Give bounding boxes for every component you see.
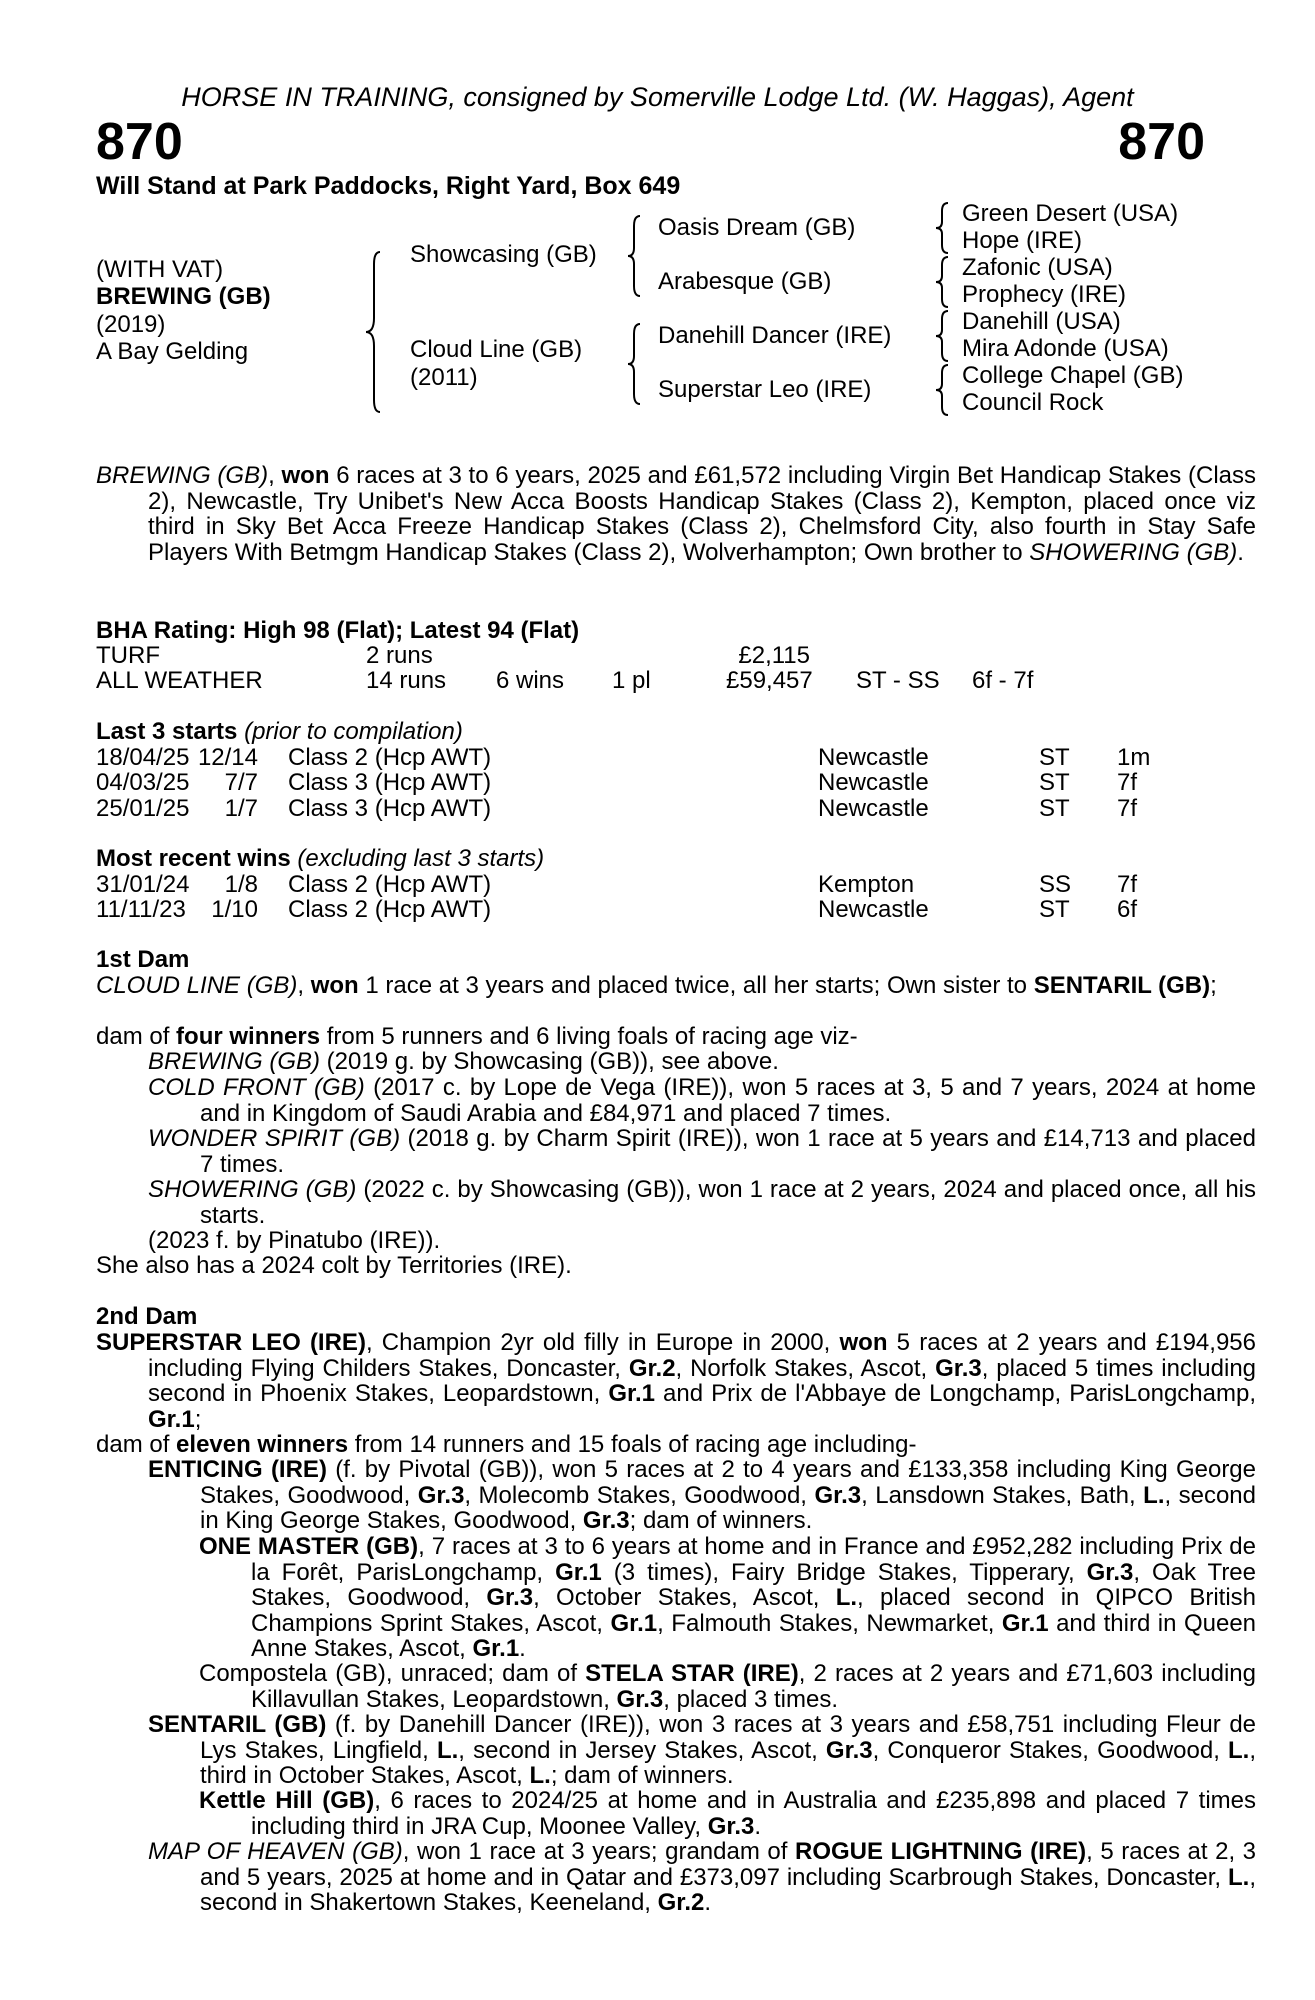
list-item: MAP OF HEAVEN (GB), won 1 race at 3 years; grandam of ROGUE LIGHTNING (IRE), 5 races at 2, 3 and 5 years, 2025 at home and in Qatar and £373,097 including Scarbrough Stakes, Doncaster, L., second in Shakertown Stakes, Keeneland, Gr.2.: [148, 1838, 1257, 1916]
stand-location: Will Stand at Park Paddocks, Right Yard, Box 649: [96, 172, 681, 200]
first-dam-heading: 1st Dam: [96, 946, 190, 973]
horse-year: (2019): [96, 311, 166, 338]
list-item: BREWING (GB) (2019 g. by Showcasing (GB)), see above.: [148, 1048, 779, 1075]
list-item: ONE MASTER (GB), 7 races at 3 to 6 years at home and in France and £952,282 including Prix de la Forêt, ParisLongchamp, Gr.1 (3 times), Fairy Bridge Stakes, Tipperary, Gr.3, Oak Tree Stakes, Goodwood, Gr.3, October Stakes, Ascot, L., placed second in QIPCO British Champions Sprint Stakes, Ascot, Gr.1, Falmouth Stakes, Newmarket, Gr.1 and third in Queen Anne Stakes, Ascot, Gr.1.: [199, 1533, 1257, 1662]
list-item: (2023 f. by Pinatubo (IRE)).: [148, 1227, 441, 1254]
list-item: WONDER SPIRIT (GB) (2018 g. by Charm Spirit (IRE)), won 1 race at 5 years and £14,713 and placed 7 times.: [148, 1125, 1257, 1178]
dam-sire: Danehill Dancer (IRE): [658, 322, 892, 349]
catalogue-page: HORSE IN TRAINING, consigned by Somerville Lodge Ltd. (W. Haggas), Agent 870 870 Will Stand at Park Paddocks, Right Yard, Box 649 (WITH VAT) BREWING (GB) (2019) A Bay Gelding Showcasing (GB) Cloud Line (GB) (2011) Oasis Dream (GB) Arabesque (GB) Danehill Dancer (IRE) Superstar Leo (IRE) Green Desert (USA) Hope (IRE) Zafonic (USA) Prophecy (IRE) Danehill (USA) Mira Adonde (USA) College Chapel (GB) Council Rock BREWING (GB), won 6 races at 3 to 6 years, 2025 and £61,572 including Virgin Bet Handicap Stakes (Class 2), Newcastle, Try Unibet's New Acca Boosts Handicap Stakes (Class 2), Kempton, placed once viz third in Sky Bet Acca Freeze Handicap Stakes (Class 2), Chelmsford City, also fourth in Stay Safe Players With Betmgm Handicap Stakes (Class 2), Wolverhampton; Own brother to SHOWERING (GB). BHA Rating: High 98 (Flat); Latest 94 (Flat) TURF 2 runs £2,115 ALL WEATHER 14 runs 6 wins 1 pl £59,457 ST - SS 6f - 7f Last 3 starts (prior to compilation) 18/04/25 12/14 Class 2 (Hcp AWT) Newcastle ST 1m 04/03/25 7/7 Class 3 (Hcp AWT) Newcastle ST 7f 25/01/25 1/7 Class 3 (Hcp AWT) Newcastle ST 7f Most recent wins (excluding last 3 starts) 31/01/24 1/8 Class 2 (Hcp AWT) Kempton SS 7f 11/11/23 1/10 Class 2 (Hcp AWT) Newcastle ST 6f 1st Dam CLOUD LINE (GB), won 1 race at 3 years and placed twice, all her starts; Own sister to SENTARIL (GB); dam of four winners from 5 runners and 6 living foals of racing age viz- BREWING (GB) (2019 g. by Showcasing (GB)), see above. COLD FRONT (GB) (2017 c. by Lope de Vega (IRE)), won 5 races at 3, 5 and 7 years, 2024 at home and in Kingdom of Saudi Arabia and £84,971 and placed 7 times. WONDER SPIRIT (GB) (2018 g. by Charm Spirit (IRE)), won 1 race at 5 years and £14,713 and placed 7 times. SHOWERING (GB) (2022 c. by Showcasing (GB)), won 1 race at 2 years, 2024 and placed once, all his starts. (2023 f. by Pinatubo (IRE)). She also has a 2024 colt by Territories (IRE). 2nd Dam SUPERSTAR LEO (IRE), Champion 2yr old filly in Europe in 2000, won 5 races at 2 years and £194,956 including Flying Childers Stakes, Doncaster, Gr.2, Norfolk Stakes, Ascot, Gr.3, placed 5 times including second in Phoenix Stakes, Leopardstown, Gr.1 and Prix de l'Abbaye de Longchamp, ParisLongchamp, Gr.1; dam of eleven winners from 14 runners and 15 foals of racing age including- ENTICING (IRE) (f. by Pivotal (GB)), won 5 races at 2 to 4 years and £133,358 including King George Stakes, Goodwood, Gr.3, Molecomb Stakes, Goodwood, Gr.3, Lansdown Stakes, Bath, L., second in King George Stakes, Goodwood, Gr.3; dam of winners. ONE MASTER (GB), 7 races at 3 to 6 years at home and in France and £952,282 including Prix de la Forêt, ParisLongchamp, Gr.1 (3 times), Fairy Bridge Stakes, Tipperary, Gr.3, Oak Tree Stakes, Goodwood, Gr.3, October Stakes, Ascot, L., placed second in QIPCO British Champions Sprint Stakes, Ascot, Gr.1, Falmouth Stakes, Newmarket, Gr.1 and third in Queen Anne Stakes, Ascot, Gr.1. Compostela (GB), unraced; dam of STELA STAR (IRE), 2 races at 2 years and £71,603 including Killavullan Stakes, Leopardstown, Gr.3, placed 3 times. SENTARIL (GB) (f. by Danehill Dancer (IRE)), won 3 races at 3 years and £58,751 including Fleur de Lys Stakes, Lingfield, L., second in Jersey Stakes, Ascot, Gr.3, Conqueror Stakes, Goodwood, L., third in October Stakes, Ascot, L.; dam of winners. Kettle Hill (GB), 6 races to 2024/25 at home and in Australia and £235,898 and placed 7 times including third in JRA Cup, Moonee Valley, Gr.3. MAP OF HEAVEN (GB), won 1 race at 3 years; grandam of ROGUE LIGHTNING (IRE), 5 races at 2, 3 and 5 years, 2025 at home and in Qatar and £373,097 including Scarbrough Stakes, Doncaster, L., second in Shakertown Stakes, Keeneland, Gr.2.: [0, 0, 1315, 2000]
first-dam-note: She also has a 2024 colt by Territories (IRE).: [96, 1252, 572, 1279]
list-item: COLD FRONT (GB) (2017 c. by Lope de Vega (IRE)), won 5 races at 3, 5 and 7 years, 2024 at home and in Kingdom of Saudi Arabia and £84,971 and placed 7 times.: [148, 1074, 1257, 1127]
list-item: SHOWERING (GB) (2022 c. by Showcasing (GB)), won 1 race at 2 years, 2024 and placed once, all his starts.: [148, 1176, 1256, 1229]
second-dam-record: SUPERSTAR LEO (IRE), Champion 2yr old filly in Europe in 2000, won 5 races at 2 years and £194,956 including Flying Childers Stakes, Doncaster, Gr.2, Norfolk Stakes, Ascot, Gr.3, placed 5 times including second in Phoenix Stakes, Leopardstown, Gr.1 and Prix de l'Abbaye de Longchamp, ParisLongchamp, Gr.1;: [96, 1329, 1257, 1433]
dam-sire-sire: Danehill (USA): [962, 308, 1121, 335]
second-dam-produce-summary: dam of eleven winners from 14 runners and 15 foals of racing age including-: [96, 1431, 917, 1458]
summary-horse: BREWING (GB): [96, 462, 269, 489]
dam-name: Cloud Line (GB): [410, 336, 583, 363]
pedigree-bracket-dam: [626, 324, 648, 404]
sire-dam-sire: Zafonic (USA): [962, 254, 1113, 281]
dam-dam-sire: College Chapel (GB): [962, 362, 1184, 389]
horse-description: A Bay Gelding: [96, 338, 249, 365]
pedigree-bracket-sire: [626, 216, 648, 296]
list-item: Kettle Hill (GB), 6 races to 2024/25 at home and in Australia and £235,898 and placed 7 times including third in JRA Cup, Moonee Valley, Gr.3.: [199, 1787, 1256, 1840]
list-item: SENTARIL (GB) (f. by Danehill Dancer (IRE)), won 3 races at 3 years and £58,751 including Fleur de Lys Stakes, Lingfield, L., second in Jersey Stakes, Ascot, Gr.3, Conqueror Stakes, Goodwood, L., third in October Stakes, Ascot, L.; dam of winners.: [148, 1711, 1257, 1789]
list-item: Compostela (GB), unraced; dam of STELA STAR (IRE), 2 races at 2 years and £71,603 including Killavullan Stakes, Leopardstown, Gr.3, placed 3 times.: [199, 1660, 1256, 1713]
vat-note: (WITH VAT): [96, 256, 224, 283]
second-dam-heading: 2nd Dam: [96, 1303, 198, 1330]
recent-wins-heading: Most recent wins (excluding last 3 starts): [96, 845, 545, 872]
sire-dam-dam: Prophecy (IRE): [962, 281, 1127, 308]
sire-sire-sire: Green Desert (USA): [962, 200, 1179, 227]
pedigree-bracket-g3-2: [934, 257, 954, 307]
pedigree-bracket-gen1: [364, 252, 388, 412]
first-dam-record: CLOUD LINE (GB), won 1 race at 3 years and placed twice, all her starts; Own sister to SENTARIL (GB);: [96, 972, 1217, 999]
dam-dam: Superstar Leo (IRE): [658, 376, 872, 403]
lot-number-left: 870: [96, 113, 183, 171]
consignment-header: HORSE IN TRAINING, consigned by Somerville Lodge Ltd. (W. Haggas), Agent: [181, 82, 1134, 112]
race-summary: BREWING (GB), won 6 races at 3 to 6 years, 2025 and £61,572 including Virgin Bet Handicap Stakes (Class 2), Newcastle, Try Unibet's New Acca Boosts Handicap Stakes (Class 2), Kempton, placed once viz third in Sky Bet Acca Freeze Handicap Stakes (Class 2), Chelmsford City, also fourth in Stay Safe Players With Betmgm Handicap Stakes (Class 2), Wolverhampton; Own brother to SHOWERING (GB).: [96, 462, 1257, 566]
lot-number-right: 870: [1118, 113, 1205, 171]
pedigree-bracket-g3-4: [934, 365, 954, 415]
sire-name: Showcasing (GB): [410, 241, 597, 268]
last3-heading: Last 3 starts (prior to compilation): [96, 718, 463, 745]
dam-year: (2011): [410, 364, 478, 391]
pedigree-bracket-g3-3: [934, 311, 954, 361]
bha-rating: BHA Rating: High 98 (Flat); Latest 94 (Flat): [96, 617, 580, 644]
dam-sire-dam: Mira Adonde (USA): [962, 335, 1169, 362]
summary-brother: SHOWERING (GB): [1029, 538, 1238, 566]
dam-dam-dam: Council Rock: [962, 389, 1104, 416]
list-item: ENTICING (IRE) (f. by Pivotal (GB)), won 5 races at 2 to 4 years and £133,358 including King George Stakes, Goodwood, Gr.3, Molecomb Stakes, Goodwood, Gr.3, Lansdown Stakes, Bath, L., second in King George Stakes, Goodwood, Gr.3; dam of winners.: [148, 1456, 1257, 1534]
horse-name: BREWING (GB): [96, 283, 271, 310]
sire-dam: Arabesque (GB): [658, 268, 832, 295]
sire-sire-dam: Hope (IRE): [962, 227, 1083, 254]
summary-won: won: [281, 462, 330, 489]
pedigree-bracket-g3-1: [934, 203, 954, 253]
first-dam-produce-summary: dam of four winners from 5 runners and 6 living foals of racing age viz-: [96, 1023, 858, 1050]
sire-sire: Oasis Dream (GB): [658, 214, 856, 241]
